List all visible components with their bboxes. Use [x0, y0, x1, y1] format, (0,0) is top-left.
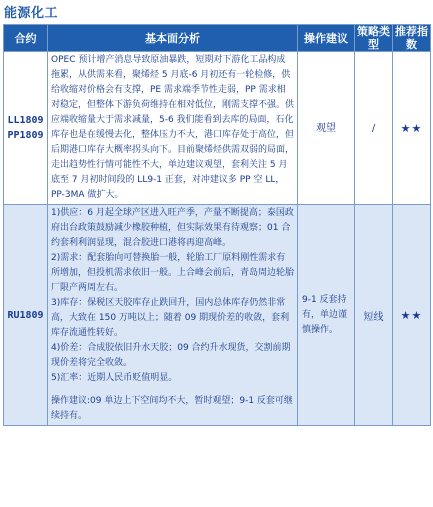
analysis-paragraph: 2)需求：配套胎向可替换胎一般，轮胎工厂原料刚性需求有所增加，但投机需求依旧一般。上合峰会前后，青岛周边轮胎厂限产两周左右。	[51, 253, 295, 293]
analysis-paragraph: 5)汇率：近期人民币贬值明显。	[51, 373, 178, 383]
rating-stars: ★★	[393, 52, 431, 205]
analysis-cell	[48, 52, 298, 205]
contract-cell	[4, 52, 48, 205]
advice-cell: 观望	[298, 52, 355, 205]
analysis-cell	[48, 205, 298, 426]
section-title: 能源化工	[4, 6, 59, 21]
contract-code: LL1809	[7, 115, 44, 126]
strategy-type-cell: /	[355, 52, 393, 205]
header-analysis: 基本面分析	[48, 25, 298, 52]
contract-code: PP1809	[7, 130, 44, 141]
analysis-paragraph: OPEC 预计增产消息导致原油暴跌，短期对下游化工品构成拖累，从供需来看，聚烯烃 5 月底-6 月初还有一轮检修，供给收缩对价格会有支撑，PE 需求端季节性走弱，PP 需求相对稳定，但整体下游负荷维持在相对低位，刚需支撑不强。供应端收缩量大于需求减量，5-6 我们能看到去库的局面，石化库存也是在缓慢去化，整体压力不大，港口库存处于高位，但后期港口库存大概率拐头向下。目前聚烯烃供需双弱的局面，走出趋势性行情可能性不大，单边建议观望，套利关注 5 月底至 7 月初时间段的 LL9-1 正套，对冲建议多 PP 空 LL，PP-3MA 做扩大。	[51, 55, 295, 200]
table-row	[4, 205, 431, 426]
header-rating: 推荐指数	[393, 25, 431, 52]
table-header-row	[4, 25, 431, 52]
header-strategy-type: 策略类型	[355, 25, 393, 52]
header-contract: 合约	[4, 25, 48, 52]
analysis-paragraph: 3)库存：保税区天胶库存止跌回升，国内总体库存仍然非常高，大致在 150 万吨以上；随着 09 期现价差的收敛，套利库存流通性转好。	[51, 298, 290, 338]
paragraph-spacer	[51, 386, 294, 394]
analysis-paragraph: 操作建议:09 单边上下空间均不大，暂时观望；9-1 反套可继续持有。	[51, 396, 293, 421]
strategy-type-cell: 短线	[355, 205, 393, 426]
table-row	[4, 52, 431, 205]
advice-cell: 9-1 反套持有，单边谨慎操作。	[298, 205, 355, 426]
analysis-paragraph: 4)价差：合成胶依旧升水天胶；09 合约升水现货，交割前期现价差将完全收敛。	[51, 343, 291, 368]
contract-cell	[4, 205, 48, 426]
header-advice: 操作建议	[298, 25, 355, 52]
rating-stars: ★★	[393, 205, 431, 426]
strategy-table	[3, 24, 431, 426]
analysis-paragraph: 1)供应：6 月起全球产区进入旺产季，产量不断提高；泰国政府出台政策鼓励减少橡胶种植，但实际效果有待观察；01 合约套利利润显现，混合胶进口港将再迎高峰。	[51, 208, 294, 248]
contract-code: RU1809	[7, 309, 44, 321]
